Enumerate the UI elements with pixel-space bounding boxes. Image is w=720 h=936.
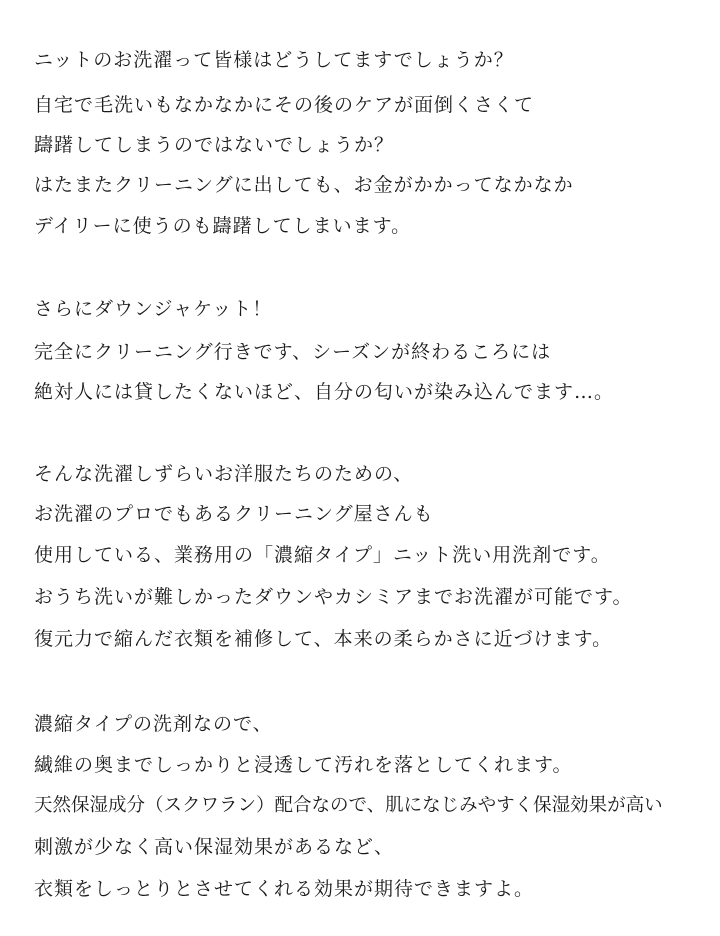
text-line: 絶対人には貸したくないほど、自分の匂いが染み込んでます…。 xyxy=(34,381,615,403)
text-line: 濃縮タイプの洗剤なので、 xyxy=(34,713,273,735)
text-line: 完全にクリーニング行きです、シーズンが終わるころには xyxy=(34,341,552,363)
text-line: お洗濯のプロでもあるクリーニング屋さんも xyxy=(34,503,434,525)
text-line: はたまたクリーニングに出しても、お金がかかってなかなか xyxy=(34,174,574,196)
text-line: 衣類をしっとりとさせてくれる効果が期待できますよ。 xyxy=(34,878,535,900)
text-line: 躊躇してしまうのではないでしょうか？ xyxy=(34,134,395,156)
text-line: さらにダウンジャケット！ xyxy=(34,298,273,320)
text-line: そんな洗濯しずらいお洋服たちのための、 xyxy=(34,463,414,485)
text-line: 繊維の奥までしっかりと浸透して汚れを落としてくれます。 xyxy=(34,754,573,776)
text-line: 復元力で縮んだ衣類を補修して、本来の柔らかさに近づけます。 xyxy=(34,628,613,650)
text-line: おうち洗いが難しかったダウンやカシミアまでお洗濯が可能です。 xyxy=(34,586,633,608)
text-line: 刺激が少なく高い保湿効果があるなど、 xyxy=(34,836,395,858)
text-line: 使用している、業務用の「濃縮タイプ」ニット洗い用洗剤です。 xyxy=(34,544,611,566)
text-line: 天然保湿成分（スクワラン）配合なので、肌になじみやすく保湿効果が高い xyxy=(34,795,663,816)
text-line: ニットのお洗濯って皆様はどうしてますでしょうか？ xyxy=(34,49,514,71)
text-line: デイリーに使うのも躊躇してしまいます。 xyxy=(34,215,412,237)
text-line: 自宅で毛洗いもなかなかにその後のケアが面倒くさくて xyxy=(34,94,535,116)
